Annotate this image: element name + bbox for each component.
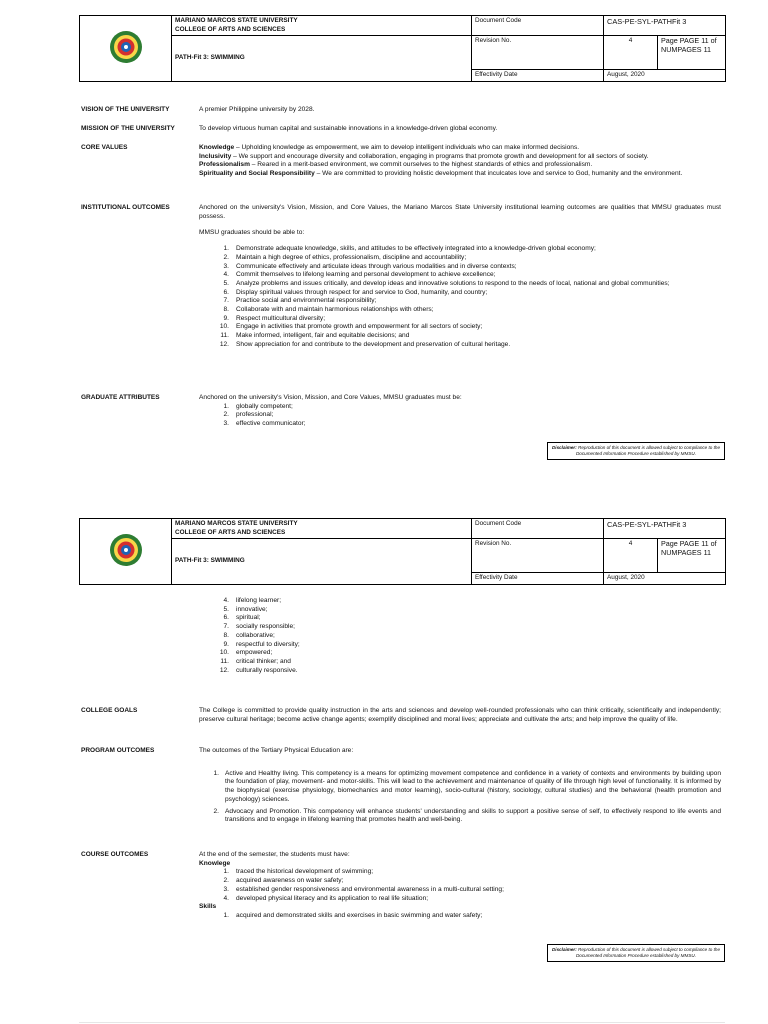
revision-label: Revision No. bbox=[472, 539, 604, 573]
list-item-number: 1. bbox=[223, 245, 229, 253]
course-title: PATH-Fit 3: SWIMMING bbox=[172, 36, 472, 81]
list-item-number: 1. bbox=[223, 911, 229, 919]
list-item-number: 4. bbox=[223, 894, 229, 902]
doc-code: CAS-PE-SYL-PATHFit 3 bbox=[604, 519, 726, 539]
list-item bbox=[213, 632, 721, 641]
list-item-text: globally competent; bbox=[236, 402, 293, 410]
list-item-number: 4. bbox=[223, 597, 229, 604]
list-item bbox=[213, 614, 721, 623]
disclaimer-box-page2 bbox=[547, 944, 725, 962]
university-logo-cell bbox=[80, 519, 172, 585]
list-item-number: 12. bbox=[219, 340, 229, 348]
college-name: COLLEGE OF ARTS AND SCIENCES bbox=[175, 528, 286, 536]
list-item bbox=[213, 877, 721, 886]
doc-code-label: Document Code bbox=[472, 519, 604, 539]
course-outcomes-intro: At the end of the semester, the students must have: bbox=[199, 851, 350, 858]
revision-label: Revision No. bbox=[472, 36, 604, 70]
revision-number: 4 bbox=[604, 36, 658, 70]
skills-label: Skills bbox=[199, 903, 217, 911]
program-outcomes-label: PROGRAM OUTCOMES bbox=[81, 747, 155, 754]
page-break-line bbox=[79, 1022, 725, 1023]
institutional-outcomes-label: INSTITUTIONAL OUTCOMES bbox=[81, 204, 170, 211]
graduate-attributes-list-continued bbox=[199, 597, 721, 675]
header-institution bbox=[172, 519, 472, 539]
list-item bbox=[213, 912, 721, 921]
mmsu-seal-icon bbox=[109, 533, 143, 567]
doc-code: CAS-PE-SYL-PATHFit 3 bbox=[604, 16, 726, 36]
page-number: Page PAGE 11 of NUMPAGES 11 bbox=[658, 36, 726, 70]
institutional-outcomes-list bbox=[199, 245, 721, 349]
list-item-text: acquired awareness on water safety; bbox=[236, 877, 344, 885]
list-item bbox=[213, 895, 721, 904]
disclaimer-text: Reproduction of this document is allowed subject to compliance to the Documented Information Procedure established by MMSU. bbox=[575, 947, 721, 958]
list-item bbox=[213, 332, 721, 341]
revision-number: 4 bbox=[604, 539, 658, 573]
list-item-number: 2. bbox=[223, 411, 229, 419]
list-item-text: Respect multicultural diversity; bbox=[236, 314, 326, 322]
core-value-item: Knowledge – Upholding knowledge as empowerment, we aim to develop intelligent individuals who can make informed decisions. bbox=[199, 144, 580, 151]
core-value-item: Professionalism – Reared in a merit-based environment, we commit ourselves to the highest standards of ethics and professionalism. bbox=[199, 161, 593, 169]
document-header-page2 bbox=[79, 518, 726, 585]
college-name: COLLEGE OF ARTS AND SCIENCES bbox=[175, 25, 286, 33]
list-item bbox=[213, 245, 721, 254]
list-item bbox=[213, 411, 721, 420]
list-item-text: Advocacy and Promotion. This competency will enhance students' understanding and skills to support a positive sense of self, to effectively respond to life events and transitions and to engage in lifelong learning that promotes health and well-being. bbox=[225, 807, 721, 824]
list-item-text: Display spiritual values through respect for and service to God, humanity, and country; bbox=[236, 288, 488, 296]
disclaimer-title: Disclaimer: bbox=[551, 947, 577, 952]
graduate-attributes-intro: Anchored on the university's Vision, Mission, and Core Values, MMSU graduates must be: bbox=[199, 394, 462, 401]
list-item bbox=[213, 297, 721, 306]
list-item-text: Practice social and environmental responsibility; bbox=[236, 297, 377, 305]
list-item-number: 1. bbox=[223, 868, 229, 876]
list-item bbox=[213, 271, 721, 280]
list-item-text: lifelong learner; bbox=[236, 597, 282, 604]
doc-code-label: Document Code bbox=[472, 16, 604, 36]
knowledge-list bbox=[199, 868, 721, 903]
list-item-text: Engage in activities that promote growth and empowerment for all sectors of society; bbox=[236, 323, 483, 331]
college-goals-text: The College is committed to provide quality instruction in the arts and sciences and develop well-rounded professionals who can think critically, scientifically and independently; preserve cultural heritage; become active change agents; exemplify disciplined and moral lives; appreciate and cultivate the arts; and help improve the quality of life. bbox=[199, 707, 721, 723]
list-item bbox=[213, 886, 721, 895]
institutional-outcomes-intro: Anchored on the university's Vision, Mission, and Core Values, the Mariano Marcos State University institutional learning outcomes are qualities that MMSU graduates must possess. bbox=[199, 204, 721, 220]
university-name: MARIANO MARCOS STATE UNIVERSITY bbox=[175, 17, 298, 24]
list-item-number: 10. bbox=[219, 649, 229, 657]
list-item-text: effective communicator; bbox=[236, 420, 306, 428]
list-item-text: collaborative; bbox=[236, 631, 275, 639]
program-outcomes-list bbox=[199, 770, 721, 825]
list-item bbox=[213, 306, 721, 315]
disclaimer-text: Reproduction of this document is allowed subject to compliance to the Documented Information Procedure established by MMSU. bbox=[575, 445, 721, 456]
list-item-text: culturally responsive. bbox=[236, 666, 298, 674]
list-item-number: 8. bbox=[223, 631, 229, 639]
list-item bbox=[213, 263, 721, 272]
list-item-text: innovative; bbox=[236, 605, 268, 613]
list-item-text: developed physical literacy and its application to real life situation; bbox=[236, 894, 429, 902]
list-item-number: 7. bbox=[223, 297, 229, 305]
list-item-number: 11. bbox=[220, 332, 229, 340]
core-values-list bbox=[199, 144, 721, 179]
list-item bbox=[213, 341, 721, 350]
list-item-text: Demonstrate adequate knowledge, skills, and attitudes to be effectively integrated into a knowledge-driven global economy; bbox=[236, 245, 596, 253]
list-item-number: 2. bbox=[223, 253, 229, 261]
list-item bbox=[199, 808, 721, 825]
list-item bbox=[213, 649, 721, 658]
list-item-number: 1. bbox=[213, 769, 219, 777]
list-item bbox=[213, 254, 721, 263]
page-number: Page PAGE 11 of NUMPAGES 11 bbox=[658, 539, 726, 573]
list-item bbox=[213, 403, 721, 412]
list-item-number: 2. bbox=[213, 807, 219, 815]
list-item-number: 2. bbox=[223, 877, 229, 885]
list-item-text: Collaborate with and maintain harmonious relationships with others; bbox=[236, 306, 434, 314]
disclaimer-title: Disclaimer: bbox=[551, 445, 577, 450]
effectivity-date: August, 2020 bbox=[604, 70, 726, 81]
list-item-text: Maintain a high degree of ethics, professionalism, discipline and accountability; bbox=[236, 253, 467, 261]
list-item bbox=[213, 597, 721, 606]
list-item bbox=[213, 315, 721, 324]
list-item-number: 7. bbox=[223, 623, 229, 631]
graduate-attributes-list bbox=[199, 403, 721, 429]
list-item-text: professional; bbox=[236, 411, 274, 419]
list-item-number: 9. bbox=[223, 314, 229, 322]
vision-label: VISION OF THE UNIVERSITY bbox=[81, 106, 170, 113]
course-outcomes-label: COURSE OUTCOMES bbox=[81, 851, 149, 858]
list-item bbox=[213, 323, 721, 332]
list-item-text: respectful to diversity; bbox=[236, 640, 300, 648]
mmsu-seal-icon bbox=[109, 30, 143, 64]
list-item-number: 11. bbox=[220, 657, 229, 665]
header-institution bbox=[172, 16, 472, 36]
list-item-text: Show appreciation for and contribute to the development and preservation of cultural heritage. bbox=[236, 340, 511, 348]
list-item bbox=[213, 289, 721, 298]
list-item-number: 8. bbox=[223, 306, 229, 314]
list-item bbox=[213, 280, 721, 289]
list-item bbox=[213, 623, 721, 632]
graduate-attributes-label: GRADUATE ATTRIBUTES bbox=[81, 394, 160, 401]
mission-label: MISSION OF THE UNIVERSITY bbox=[81, 125, 175, 132]
skills-list bbox=[199, 912, 721, 921]
list-item-number: 12. bbox=[219, 666, 229, 674]
college-goals-label: COLLEGE GOALS bbox=[81, 707, 138, 714]
list-item-number: 3. bbox=[223, 885, 229, 893]
course-title: PATH-Fit 3: SWIMMING bbox=[172, 539, 472, 584]
list-item-text: socially responsible; bbox=[236, 623, 296, 631]
list-item-text: Communicate effectively and articulate ideas through various modalities and in diverse contexts; bbox=[236, 262, 517, 270]
program-outcomes-intro: The outcomes of the Tertiary Physical Education are: bbox=[199, 747, 354, 754]
list-item-number: 10. bbox=[219, 323, 229, 331]
vision-text: A premier Philippine university by 2028. bbox=[199, 106, 315, 113]
core-value-item: Inclusivity – We support and encourage diversity and collaboration, engaging in programs that promote growth and development for all sectors of society. bbox=[199, 152, 649, 160]
core-values-label: CORE VALUES bbox=[81, 144, 128, 151]
list-item-number: 5. bbox=[223, 279, 229, 287]
effectivity-date: August, 2020 bbox=[604, 573, 726, 584]
list-item-text: acquired and demonstrated skills and exercises in basic swimming and water safety; bbox=[236, 911, 483, 919]
list-item-text: traced the historical development of swimming; bbox=[236, 868, 374, 876]
list-item bbox=[199, 770, 721, 805]
list-item-text: Commit themselves to lifelong learning and personal development to achieve excellence; bbox=[236, 271, 496, 279]
list-item-text: empowered; bbox=[236, 649, 273, 657]
list-item-text: critical thinker; and bbox=[236, 657, 291, 665]
list-item-number: 3. bbox=[223, 262, 229, 270]
list-item bbox=[213, 420, 721, 429]
list-item-number: 6. bbox=[223, 614, 229, 622]
list-item bbox=[213, 667, 721, 676]
institutional-outcomes-lead: MMSU graduates should be able to: bbox=[199, 229, 305, 237]
list-item-text: Analyze problems and issues critically, and develop ideas and innovative solutions to respond to the needs of local, national and global communities; bbox=[236, 279, 670, 287]
list-item-number: 3. bbox=[223, 420, 229, 428]
disclaimer-box bbox=[547, 442, 725, 460]
list-item-number: 5. bbox=[223, 605, 229, 613]
list-item bbox=[213, 868, 721, 877]
list-item-number: 4. bbox=[223, 271, 229, 279]
university-name: MARIANO MARCOS STATE UNIVERSITY bbox=[175, 520, 298, 527]
effectivity-label: Effectivity Date bbox=[472, 70, 604, 81]
knowledge-label: Knowlege bbox=[199, 859, 231, 867]
list-item-number: 9. bbox=[223, 640, 229, 648]
core-value-item: Spirituality and Social Responsibility – We are committed to providing holistic development that inculcates love and service to God, humanity and the environment. bbox=[199, 170, 683, 178]
document-header bbox=[79, 15, 726, 82]
list-item-number: 1. bbox=[223, 402, 229, 410]
list-item-number: 6. bbox=[223, 288, 229, 296]
list-item bbox=[213, 658, 721, 667]
mission-text: To develop virtuous human capital and sustainable innovations in a knowledge-driven global economy. bbox=[199, 125, 498, 132]
list-item-text: Make informed, intelligent, fair and equitable decisions; and bbox=[236, 332, 410, 340]
university-logo-cell bbox=[80, 16, 172, 82]
list-item-text: established gender responsiveness and environmental awareness in a multi-cultural setting; bbox=[236, 885, 504, 893]
effectivity-label: Effectivity Date bbox=[472, 573, 604, 584]
list-item bbox=[213, 606, 721, 615]
list-item-text: spiritual; bbox=[236, 614, 261, 622]
list-item bbox=[213, 641, 721, 650]
list-item-text: Active and Healthy living. This competency is a means for optimizing movement competence and confidence in a variety of contexts and environments by building upon the foundation of play, movement- and motor-skills. This will lead to the achievement and maintenance of quality of life through high level of functionality. It is informed by the biophysical (exercise physiology, biomechanics and motor learning), socio-cultural (history, sociology, cultural studies) and the behavioral (health promotion and psychology) sciences. bbox=[225, 769, 721, 803]
